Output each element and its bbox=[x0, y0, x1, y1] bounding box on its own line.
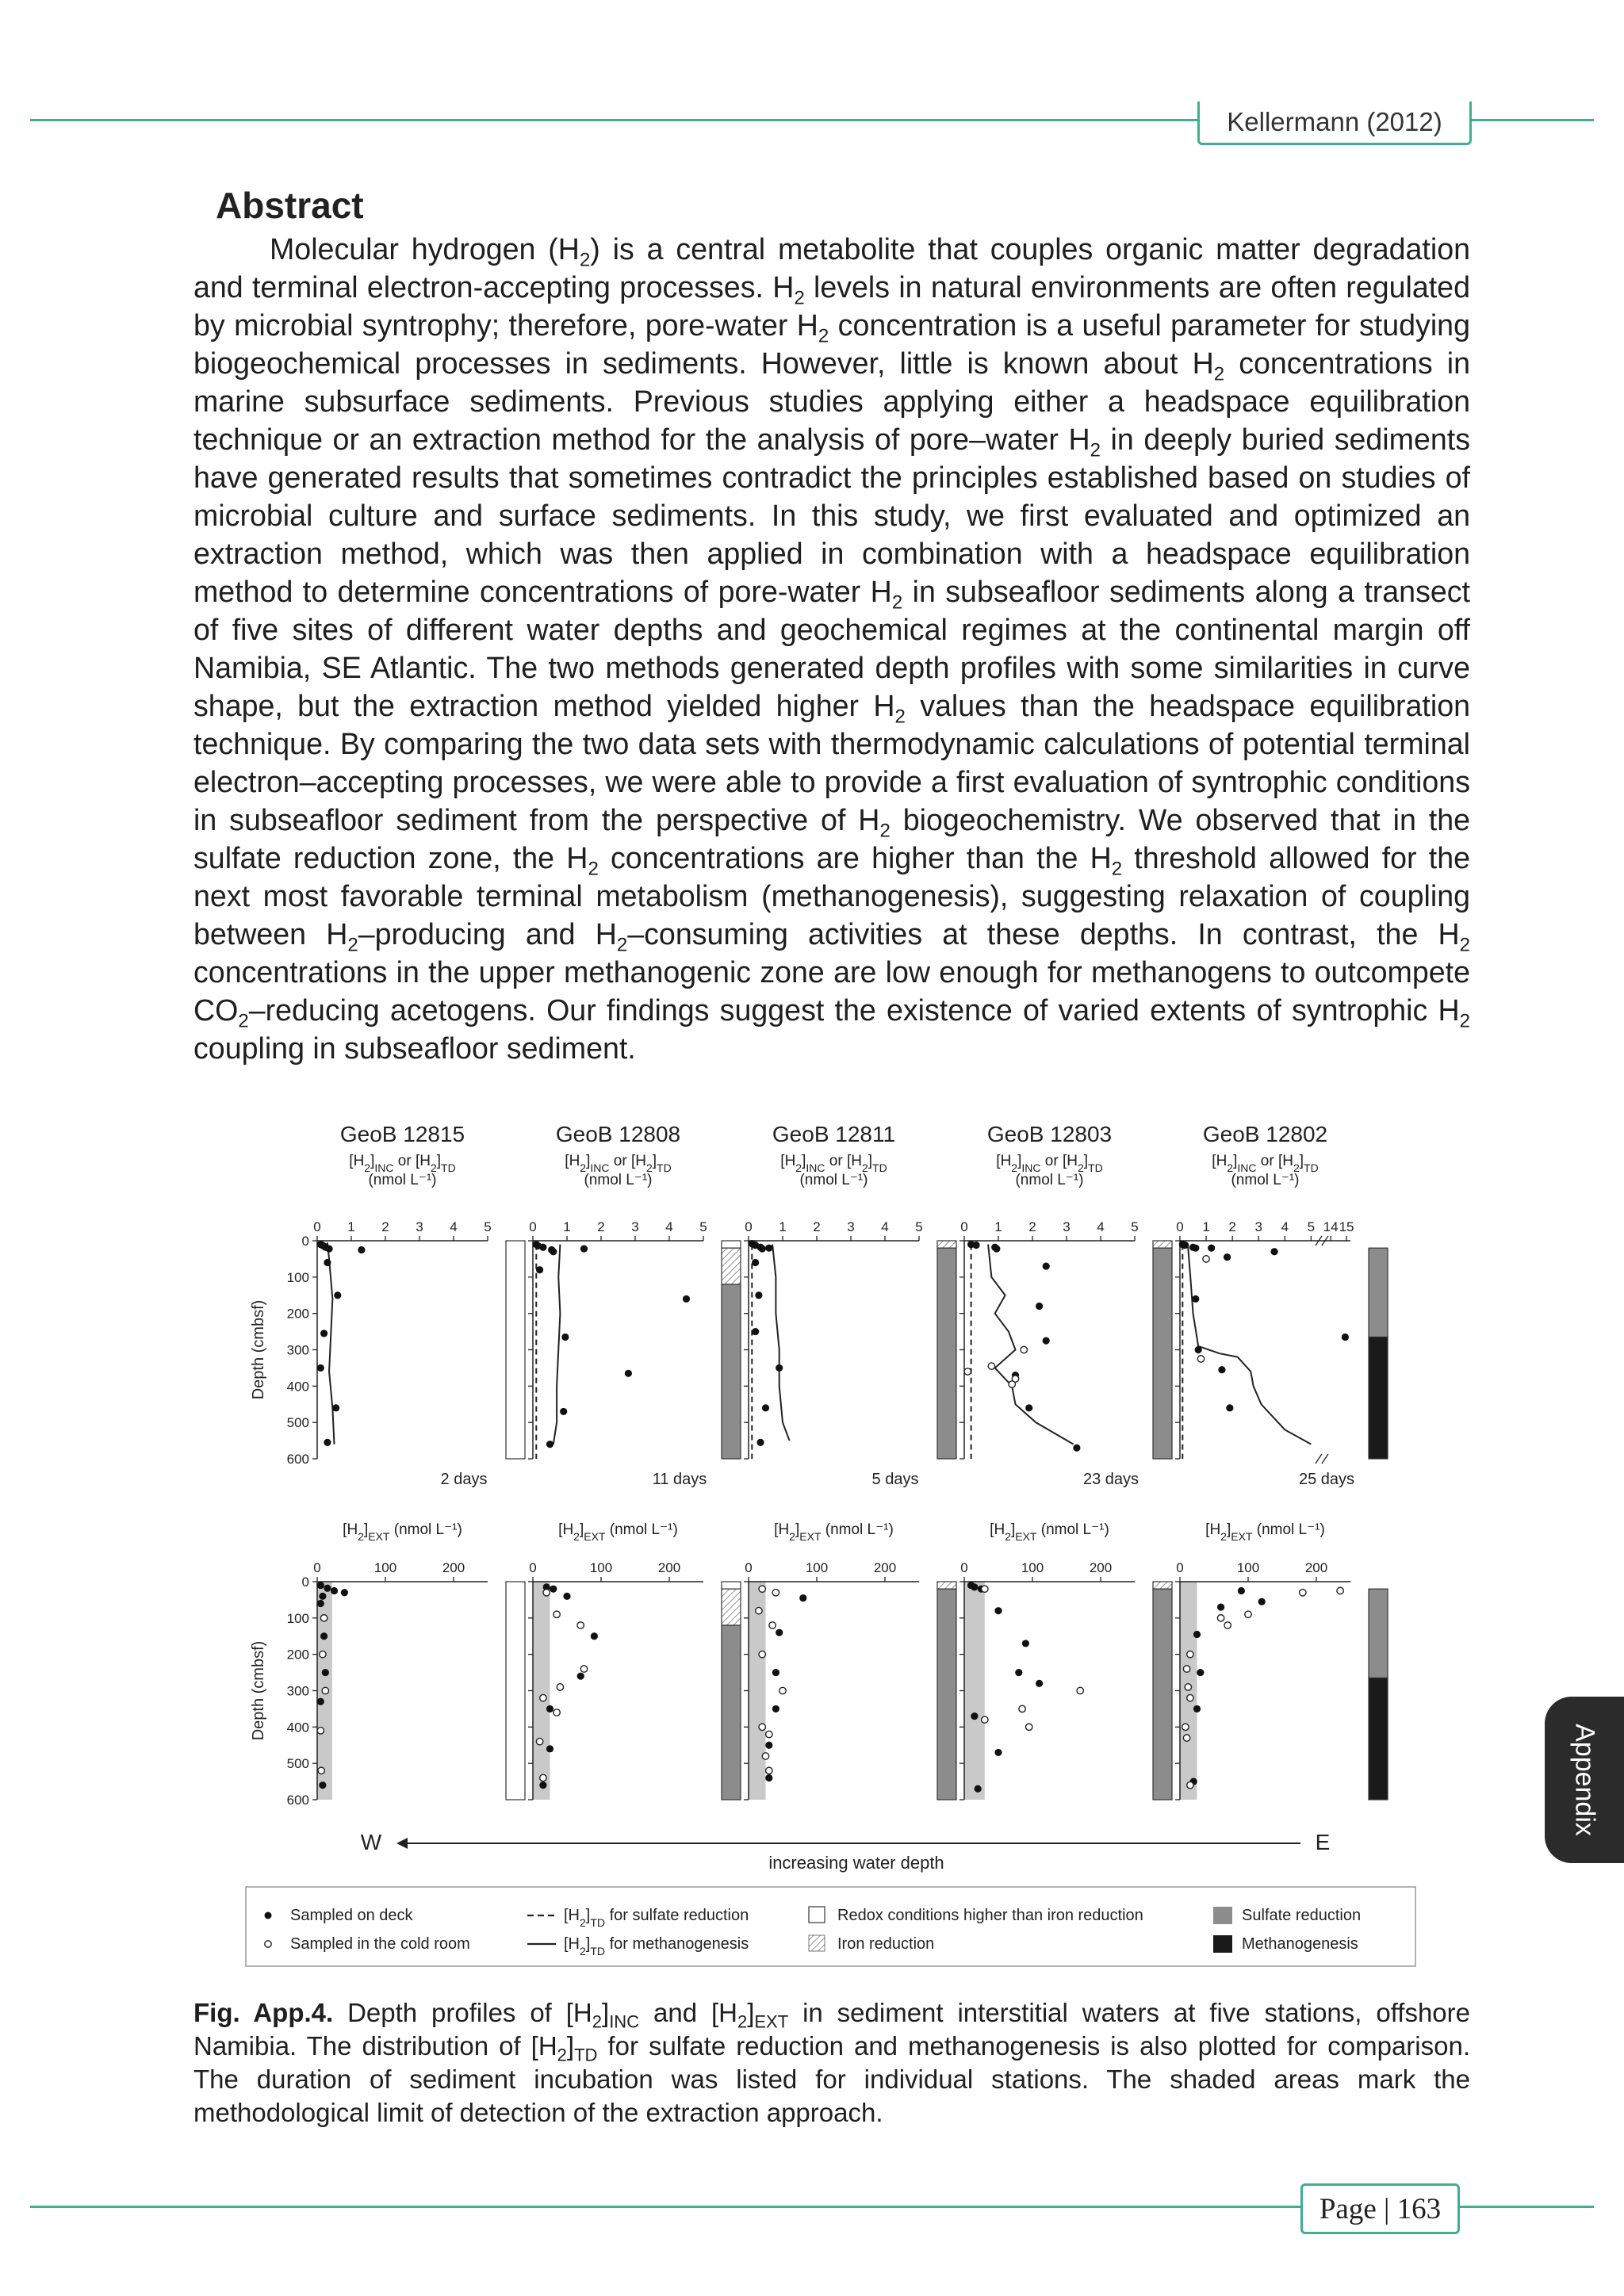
legend-label: Sulfate reduction bbox=[1242, 1907, 1362, 1924]
deck-sample-point bbox=[1218, 1366, 1225, 1373]
y-tick-label: 100 bbox=[286, 1269, 309, 1285]
appendix-tab[interactable] bbox=[1545, 1697, 1624, 1863]
redox-zone-open bbox=[506, 1241, 525, 1459]
deck-sample-point bbox=[546, 1705, 553, 1712]
deck-sample-point bbox=[317, 1582, 324, 1589]
td-methanogenesis-line bbox=[327, 1242, 335, 1444]
inc-axis-title: $[H_2]_{INC}$ or $[H_2]_{TD}$ bbox=[996, 1153, 1103, 1174]
ext-axis-title: $[H_2]_{EXT}$ (nmol L⁻¹) bbox=[1205, 1521, 1325, 1543]
deck-sample-point bbox=[994, 1749, 1002, 1756]
x-tick-label: 3 bbox=[1063, 1219, 1071, 1234]
deck-sample-point bbox=[772, 1669, 779, 1676]
cold-room-sample-point bbox=[1203, 1256, 1209, 1262]
x-tick-label: 5 bbox=[484, 1219, 492, 1234]
cold-room-sample-point bbox=[982, 1716, 988, 1723]
figure-caption bbox=[193, 1996, 1470, 2130]
cold-room-sample-point bbox=[536, 1738, 542, 1744]
inc-axis-title: $[H_2]_{INC}$ or $[H_2]_{TD}$ bbox=[349, 1153, 456, 1174]
redox-zone-open bbox=[506, 1582, 525, 1800]
deck-sample-point bbox=[1036, 1680, 1043, 1687]
appendix-tab-label: Appendix bbox=[1569, 1724, 1600, 1836]
abstract-title: Abstract bbox=[216, 185, 364, 226]
header-citation-text: Kellermann (2012) bbox=[1227, 107, 1442, 136]
x-tick-label: 4 bbox=[1281, 1219, 1289, 1234]
cold-room-sample-point bbox=[1224, 1622, 1231, 1628]
deck-sample-point bbox=[1238, 1587, 1245, 1594]
x-tick-label: 15 bbox=[1339, 1219, 1354, 1234]
x-tick-label: 0 bbox=[529, 1560, 537, 1575]
deck-sample-point bbox=[324, 1585, 331, 1592]
arrow-west-label: W bbox=[360, 1830, 382, 1854]
cold-room-sample-point bbox=[1217, 1615, 1224, 1621]
detection-limit-shade bbox=[749, 1582, 766, 1800]
detection-limit-shade bbox=[964, 1582, 985, 1800]
deck-sample-point bbox=[1022, 1640, 1029, 1647]
deck-sample-point bbox=[1043, 1262, 1050, 1269]
redox-zone-black bbox=[1369, 1337, 1388, 1459]
abstract-body bbox=[193, 230, 1470, 1067]
deck-sample-point bbox=[561, 1334, 569, 1341]
inc-axis-units: (nmol L⁻¹) bbox=[584, 1172, 653, 1188]
incubation-days: 5 days bbox=[871, 1471, 919, 1488]
deck-sample-point bbox=[1192, 1295, 1199, 1303]
x-tick-label: 0 bbox=[745, 1219, 753, 1234]
deck-sample-point bbox=[752, 1328, 759, 1335]
station-title: GeoB 12803 bbox=[986, 1122, 1113, 1146]
legend-label: $[H_2]_{TD}$ for methanogenesis bbox=[564, 1935, 749, 1957]
y-tick-label: 300 bbox=[286, 1342, 309, 1358]
x-tick-label: 14 bbox=[1323, 1219, 1339, 1234]
deck-sample-point bbox=[756, 1439, 764, 1446]
deck-sample-point bbox=[539, 1244, 546, 1251]
legend-symbol-hatched-box bbox=[809, 1935, 825, 1951]
cold-room-sample-point bbox=[1197, 1356, 1204, 1362]
deck-sample-point bbox=[1208, 1245, 1215, 1252]
x-tick-label: 0 bbox=[313, 1560, 321, 1575]
cold-room-sample-point bbox=[322, 1687, 328, 1693]
axis-break bbox=[1322, 1454, 1328, 1464]
deck-sample-point bbox=[1043, 1337, 1050, 1344]
td-methanogenesis-line bbox=[772, 1245, 790, 1441]
redox-zone-gray bbox=[937, 1589, 956, 1800]
cold-room-sample-point bbox=[982, 1586, 988, 1592]
td-methanogenesis-line bbox=[553, 1245, 561, 1445]
x-tick-label: 100 bbox=[805, 1560, 829, 1575]
x-tick-label: 1 bbox=[347, 1219, 355, 1234]
cold-room-sample-point bbox=[1077, 1687, 1083, 1693]
x-tick-label: 1 bbox=[563, 1219, 571, 1234]
ext-axis-title: $[H_2]_{EXT}$ (nmol L⁻¹) bbox=[558, 1521, 678, 1543]
depth-arrow-head bbox=[396, 1838, 408, 1849]
cold-room-sample-point bbox=[557, 1684, 563, 1690]
cold-room-sample-point bbox=[759, 1651, 765, 1657]
caption-label: Fig. App.4. bbox=[193, 1998, 334, 2027]
deck-sample-point bbox=[776, 1364, 783, 1372]
deck-sample-point bbox=[563, 1593, 570, 1600]
cold-room-sample-point bbox=[1337, 1587, 1343, 1594]
abstract-paragraph: Molecular hydrogen $(H_2)$ is a central metabolite that couples organic matter degradation and terminal electron-accepting processes. $H_2$ levels in natural environments are often regulated by microbial syntrophy; therefore, pore-water $H_2$ concentration is a useful parameter for studying biogeochemical processes in sediments. However, little is known about $H_2$ concentrations in marine subsurface sediments. Previous studies applying either a headspace equilibration technique or an extraction method for the analysis of pore–water $H_2$ in deeply buried sediments have generated results that sometimes contradict the principles established based on studies of microbial culture and surface sediments. In this study, we first evaluated and optimized an extraction method, which was then applied in combination with a headspace equilibration method to determine concentrations of pore-water $H_2$ in subseafloor sediments along a transect of five sites of different water depths and geochemical regimes at the continental margin off Namibia, SE Atlantic. The two methods generated depth profiles with some similarities in curve shape, but the extraction method yielded higher $H_2$ values than the headspace equilibration technique. By comparing the two data sets with thermodynamic calculations of potential terminal electron–accepting processes, we were able to provide a first evaluation of syntrophic conditions in subseafloor sediment from the perspective of $H_2$ biogeochemistry. We observed that in the sulfate reduction zone, the $H_2$ concentrations are higher than the $H_2$ threshold allowed for the next most favorable terminal metabolism (methanogenesis), suggesting relaxation of coupling between $H_2$–producing and $H_2$–consuming activities at these depths. In contrast, the $H_2$ concentrations in the upper methanogenic zone are low enough for methanogens to outcompete $CO_2$–reducing acetogens. Our findings suggest the existence of varied extents of syntrophic $H_2$ coupling in subseafloor sediment. bbox=[193, 232, 1471, 1065]
cold-room-sample-point bbox=[1021, 1346, 1027, 1353]
deck-sample-point bbox=[536, 1266, 543, 1273]
deck-sample-point bbox=[577, 1673, 584, 1680]
x-tick-label: 4 bbox=[881, 1219, 889, 1234]
x-tick-label: 200 bbox=[657, 1560, 681, 1575]
deck-sample-point bbox=[319, 1593, 326, 1600]
deck-sample-point bbox=[752, 1259, 759, 1266]
deck-sample-point bbox=[324, 1259, 331, 1266]
ext-axis-title: $[H_2]_{EXT}$ (nmol L⁻¹) bbox=[343, 1521, 462, 1543]
cold-room-sample-point bbox=[1185, 1684, 1191, 1690]
y-tick-label: 500 bbox=[286, 1415, 309, 1431]
y-tick-label: 400 bbox=[286, 1720, 309, 1735]
y-axis-title: Depth (cmbsf) bbox=[250, 1299, 267, 1400]
redox-zone-gray bbox=[1153, 1589, 1172, 1800]
figure-legend bbox=[246, 1887, 1415, 1966]
y-tick-label: 0 bbox=[301, 1234, 309, 1249]
deck-sample-point bbox=[762, 1404, 769, 1411]
cold-room-sample-point bbox=[553, 1709, 560, 1716]
deck-sample-point bbox=[320, 1330, 327, 1337]
deck-sample-point bbox=[1182, 1242, 1189, 1249]
deck-sample-point bbox=[772, 1705, 779, 1712]
deck-sample-point bbox=[799, 1594, 806, 1601]
legend-symbol-open-box bbox=[809, 1907, 825, 1923]
cold-room-sample-point bbox=[320, 1615, 327, 1621]
deck-sample-point bbox=[331, 1587, 338, 1594]
deck-sample-point bbox=[1193, 1705, 1201, 1712]
arrow-caption: increasing water depth bbox=[768, 1853, 944, 1873]
deck-sample-point bbox=[759, 1245, 766, 1252]
station-title: GeoB 12815 bbox=[339, 1122, 465, 1146]
deck-sample-point bbox=[550, 1248, 557, 1255]
cold-room-sample-point bbox=[1183, 1666, 1189, 1672]
station-title: GeoB 12811 bbox=[772, 1122, 896, 1146]
cold-room-sample-point bbox=[1183, 1735, 1189, 1741]
legend-label: Sampled on deck bbox=[290, 1907, 413, 1924]
redox-zone-black bbox=[1369, 1678, 1388, 1800]
inc-axis-units: (nmol L⁻¹) bbox=[799, 1172, 868, 1188]
cold-room-sample-point bbox=[988, 1363, 994, 1369]
x-tick-label: 5 bbox=[915, 1219, 923, 1234]
cold-room-sample-point bbox=[1026, 1724, 1032, 1730]
legend-label: Methanogenesis bbox=[1242, 1935, 1358, 1953]
x-tick-label: 100 bbox=[1021, 1560, 1044, 1575]
caption-text: Depth profiles of $[H_2]_{INC}$ and $[H_2]_{EXT}$ in sediment interstitial waters at five stations, offshore Namibia. The distribution of $[H_2]_{TD}$ for sulfate reduction and methanogenesis is also plotted for comparison. The duration of sediment incubation was listed for individual stations. The shaded areas mark the methodological limit of detection of the extraction approach. bbox=[193, 1998, 1470, 2127]
redox-zone-hatched bbox=[1153, 1241, 1172, 1248]
x-tick-label: 0 bbox=[745, 1560, 753, 1575]
x-tick-label: 3 bbox=[1254, 1219, 1262, 1234]
axis-break bbox=[1316, 1454, 1322, 1464]
x-tick-label: 0 bbox=[313, 1219, 321, 1234]
inc-axis-title: $[H_2]_{INC}$ or $[H_2]_{TD}$ bbox=[1212, 1153, 1319, 1174]
deck-sample-point bbox=[1036, 1303, 1043, 1310]
deck-sample-point bbox=[972, 1242, 979, 1249]
cold-room-sample-point bbox=[759, 1724, 765, 1730]
x-tick-label: 1 bbox=[779, 1219, 787, 1234]
x-tick-label: 0 bbox=[1176, 1560, 1184, 1575]
deck-sample-point bbox=[334, 1292, 341, 1299]
legend-symbol-gray-box bbox=[1213, 1907, 1232, 1924]
redox-zone-hatched bbox=[937, 1241, 956, 1248]
deck-sample-point bbox=[580, 1245, 588, 1252]
redox-zone-gray bbox=[937, 1248, 956, 1459]
legend-label: Iron reduction bbox=[837, 1935, 935, 1953]
cold-room-sample-point bbox=[1187, 1694, 1193, 1701]
station-title: GeoB 12802 bbox=[1202, 1122, 1328, 1146]
inc-axis-units: (nmol L⁻¹) bbox=[1231, 1172, 1300, 1188]
deck-sample-point bbox=[322, 1669, 329, 1676]
deck-sample-point bbox=[317, 1698, 324, 1705]
inc-axis-title: $[H_2]_{INC}$ or $[H_2]_{TD}$ bbox=[780, 1153, 887, 1174]
cold-room-sample-point bbox=[1019, 1705, 1025, 1712]
cold-room-sample-point bbox=[540, 1694, 546, 1701]
redox-zone-hatched bbox=[722, 1589, 741, 1625]
x-tick-label: 5 bbox=[1307, 1219, 1316, 1234]
x-tick-label: 3 bbox=[416, 1219, 423, 1234]
cold-room-sample-point bbox=[317, 1728, 324, 1734]
deck-sample-point bbox=[1015, 1669, 1022, 1676]
figure-content bbox=[246, 1122, 1415, 1966]
deck-sample-point bbox=[994, 1607, 1002, 1614]
x-tick-label: 5 bbox=[1131, 1219, 1139, 1234]
inc-axis-units: (nmol L⁻¹) bbox=[368, 1172, 437, 1188]
deck-sample-point bbox=[625, 1370, 632, 1377]
y-tick-label: 200 bbox=[286, 1306, 309, 1322]
deck-sample-point bbox=[1073, 1445, 1080, 1452]
redox-zone-gray bbox=[1153, 1248, 1172, 1459]
deck-sample-point bbox=[1270, 1248, 1277, 1255]
td-methanogenesis-line bbox=[1188, 1245, 1311, 1445]
figure-depth-profiles bbox=[238, 1118, 1443, 1982]
arrow-east-label: E bbox=[1315, 1830, 1331, 1854]
cold-room-sample-point bbox=[756, 1607, 762, 1613]
x-tick-label: 0 bbox=[960, 1219, 968, 1234]
deck-sample-point bbox=[1217, 1603, 1224, 1610]
deck-sample-point bbox=[1258, 1598, 1266, 1605]
deck-sample-point bbox=[546, 1441, 553, 1448]
deck-sample-point bbox=[332, 1404, 339, 1411]
x-tick-label: 4 bbox=[665, 1219, 673, 1234]
deck-sample-point bbox=[560, 1408, 567, 1415]
cold-room-sample-point bbox=[779, 1687, 786, 1693]
incubation-days: 25 days bbox=[1298, 1471, 1355, 1488]
deck-sample-point bbox=[317, 1364, 324, 1372]
td-methanogenesis-line bbox=[988, 1245, 1074, 1445]
cold-room-sample-point bbox=[762, 1753, 768, 1759]
deck-sample-point bbox=[539, 1781, 546, 1789]
page-number-text: Page | 163 bbox=[1319, 2192, 1442, 2225]
deck-sample-point bbox=[1195, 1346, 1202, 1353]
cold-room-sample-point bbox=[320, 1651, 326, 1657]
deck-sample-point bbox=[765, 1742, 772, 1749]
cold-room-sample-point bbox=[543, 1590, 550, 1596]
cold-room-sample-point bbox=[769, 1622, 776, 1628]
cold-room-sample-point bbox=[772, 1590, 779, 1596]
cold-room-sample-point bbox=[540, 1774, 546, 1781]
legend-symbol-open-dot bbox=[265, 1941, 271, 1947]
x-tick-label: 1 bbox=[994, 1219, 1002, 1234]
legend-frame bbox=[246, 1887, 1415, 1966]
deck-sample-point bbox=[1197, 1669, 1204, 1676]
redox-zone-gray bbox=[1369, 1589, 1388, 1678]
station-title: GeoB 12808 bbox=[555, 1122, 681, 1146]
y-tick-label: 500 bbox=[286, 1756, 309, 1772]
deck-sample-point bbox=[1226, 1404, 1233, 1411]
deck-sample-point bbox=[1025, 1404, 1032, 1411]
deck-sample-point bbox=[765, 1245, 772, 1252]
x-tick-label: 4 bbox=[1097, 1219, 1105, 1234]
inc-axis-title: $[H_2]_{INC}$ or $[H_2]_{TD}$ bbox=[565, 1153, 672, 1174]
deck-sample-point bbox=[993, 1245, 1000, 1252]
x-tick-label: 2 bbox=[813, 1219, 821, 1234]
y-axis-title: Depth (cmbsf) bbox=[250, 1640, 267, 1741]
x-tick-label: 200 bbox=[1089, 1560, 1113, 1575]
deck-sample-point bbox=[1193, 1631, 1201, 1638]
deck-sample-point bbox=[1342, 1334, 1349, 1341]
y-tick-label: 400 bbox=[286, 1379, 309, 1395]
redox-zone-hatched bbox=[937, 1582, 956, 1589]
cold-room-sample-point bbox=[318, 1767, 324, 1774]
incubation-days: 2 days bbox=[440, 1471, 488, 1488]
x-tick-label: 4 bbox=[450, 1219, 458, 1234]
redox-zone-hatched bbox=[1153, 1582, 1172, 1589]
y-tick-label: 600 bbox=[286, 1452, 309, 1467]
redox-zone-gray bbox=[722, 1284, 741, 1459]
x-tick-label: 200 bbox=[873, 1560, 897, 1575]
deck-sample-point bbox=[971, 1712, 978, 1720]
deck-sample-point bbox=[755, 1292, 762, 1299]
redox-zone-open bbox=[722, 1582, 741, 1589]
cold-room-sample-point bbox=[964, 1368, 971, 1375]
x-tick-label: 1 bbox=[1202, 1219, 1210, 1234]
deck-sample-point bbox=[1192, 1245, 1199, 1252]
y-tick-label: 200 bbox=[286, 1647, 309, 1663]
x-tick-label: 0 bbox=[529, 1219, 537, 1234]
cold-room-sample-point bbox=[580, 1666, 587, 1672]
legend-label: Sampled in the cold room bbox=[290, 1935, 470, 1953]
deck-sample-point bbox=[324, 1439, 331, 1446]
ext-axis-title: $[H_2]_{EXT}$ (nmol L⁻¹) bbox=[774, 1521, 894, 1543]
y-tick-label: 600 bbox=[286, 1793, 309, 1808]
deck-sample-point bbox=[550, 1586, 557, 1593]
x-tick-label: 0 bbox=[1176, 1219, 1184, 1234]
redox-zone-gray bbox=[722, 1625, 741, 1800]
x-tick-label: 3 bbox=[631, 1219, 639, 1234]
deck-sample-point bbox=[765, 1774, 772, 1781]
deck-sample-point bbox=[591, 1632, 598, 1640]
deck-sample-point bbox=[325, 1245, 332, 1252]
legend-symbol-filled-dot bbox=[265, 1912, 272, 1919]
y-tick-label: 0 bbox=[301, 1575, 309, 1590]
y-tick-label: 300 bbox=[286, 1683, 309, 1699]
cold-room-sample-point bbox=[1187, 1651, 1193, 1657]
cold-room-sample-point bbox=[1300, 1590, 1306, 1596]
x-tick-label: 5 bbox=[699, 1219, 707, 1234]
x-tick-label: 100 bbox=[1236, 1560, 1260, 1575]
ext-axis-title: $[H_2]_{EXT}$ (nmol L⁻¹) bbox=[990, 1521, 1109, 1543]
page-number bbox=[1300, 2183, 1460, 2234]
redox-zone-gray bbox=[1369, 1248, 1388, 1337]
deck-sample-point bbox=[683, 1295, 690, 1303]
x-tick-label: 100 bbox=[589, 1560, 613, 1575]
cold-room-sample-point bbox=[577, 1622, 584, 1628]
redox-zone-open bbox=[722, 1241, 741, 1248]
cold-room-sample-point bbox=[1182, 1724, 1189, 1730]
deck-sample-point bbox=[776, 1629, 783, 1636]
cold-room-sample-point bbox=[1009, 1381, 1015, 1387]
deck-sample-point bbox=[317, 1600, 324, 1607]
inc-axis-units: (nmol L⁻¹) bbox=[1015, 1172, 1084, 1188]
x-tick-label: 3 bbox=[847, 1219, 855, 1234]
legend-label: Redox conditions higher than iron reduction bbox=[837, 1907, 1143, 1924]
x-tick-label: 100 bbox=[373, 1560, 397, 1575]
incubation-days: 23 days bbox=[1082, 1471, 1139, 1488]
deck-sample-point bbox=[546, 1745, 553, 1752]
cold-room-sample-point bbox=[1187, 1781, 1193, 1788]
deck-sample-point bbox=[1224, 1253, 1231, 1261]
cold-room-sample-point bbox=[1245, 1611, 1251, 1617]
x-tick-label: 2 bbox=[381, 1219, 389, 1234]
cold-room-sample-point bbox=[766, 1731, 772, 1737]
deck-sample-point bbox=[341, 1589, 348, 1596]
y-tick-label: 100 bbox=[286, 1610, 309, 1626]
cold-room-sample-point bbox=[553, 1611, 560, 1617]
deck-sample-point bbox=[358, 1246, 365, 1253]
cold-room-sample-point bbox=[766, 1767, 772, 1774]
deck-sample-point bbox=[971, 1583, 978, 1590]
x-tick-label: 200 bbox=[1304, 1560, 1328, 1575]
x-tick-label: 0 bbox=[960, 1560, 968, 1575]
header-citation bbox=[1197, 101, 1472, 145]
x-tick-label: 2 bbox=[597, 1219, 605, 1234]
x-tick-label: 2 bbox=[1028, 1219, 1036, 1234]
deck-sample-point bbox=[319, 1781, 326, 1789]
x-tick-label: 200 bbox=[442, 1560, 465, 1575]
detection-limit-shade bbox=[533, 1582, 550, 1800]
x-tick-label: 2 bbox=[1228, 1219, 1236, 1234]
incubation-days: 11 days bbox=[652, 1471, 707, 1488]
cold-room-sample-point bbox=[759, 1586, 765, 1592]
legend-label: $[H_2]_{TD}$ for sulfate reduction bbox=[564, 1907, 749, 1929]
redox-zone-hatched bbox=[722, 1248, 741, 1284]
legend-symbol-black-box bbox=[1213, 1935, 1232, 1953]
deck-sample-point bbox=[320, 1632, 327, 1640]
deck-sample-point bbox=[975, 1785, 982, 1793]
